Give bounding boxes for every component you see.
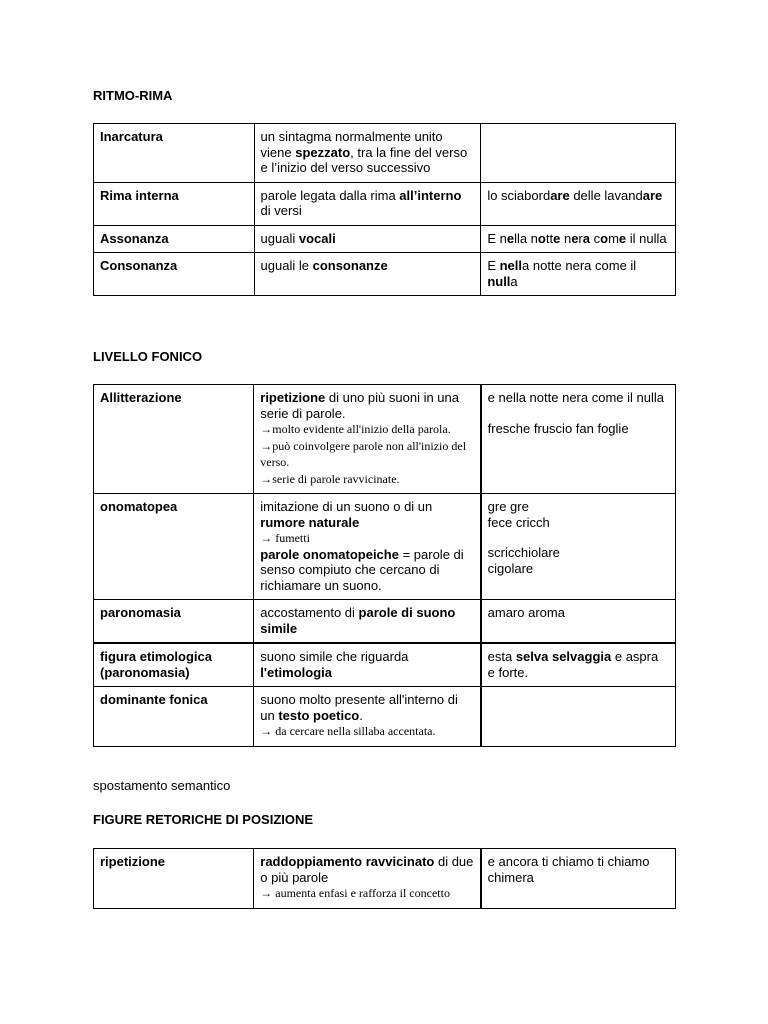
bold-text: are xyxy=(550,187,570,203)
text-run: m xyxy=(608,230,619,246)
section-heading-ritmo-rima: RITMO-RIMA xyxy=(93,88,173,103)
definition-cell xyxy=(254,253,481,296)
term-cell: figura etimologica (paronomasia) xyxy=(94,643,254,687)
arrow-note: →può coinvolgere parole non all'inizio del verso. xyxy=(260,438,467,469)
text-run: tt xyxy=(545,230,554,246)
text-run: uguali xyxy=(260,230,299,246)
text-run: a notte nera come il xyxy=(522,258,637,273)
bold-text: nell xyxy=(499,258,523,273)
table-row xyxy=(94,182,676,225)
term-cell: Rima interna xyxy=(94,182,255,225)
text-run: imitazione di un suono o di un xyxy=(260,499,433,514)
bold-text: raddoppiamento ravvicinato xyxy=(260,854,435,869)
definition-cell xyxy=(254,849,481,909)
definition-cell xyxy=(254,182,481,225)
text-run: il nulla xyxy=(626,230,667,246)
text-run: esta xyxy=(487,649,516,664)
bold-text: o xyxy=(537,230,546,246)
text-run: E xyxy=(487,258,500,273)
example-cell xyxy=(481,225,676,253)
text-run: di uno più suoni in una serie di parole. xyxy=(260,390,459,421)
table-row xyxy=(94,124,676,183)
example-cell xyxy=(481,600,676,644)
bold-text: testo poetico xyxy=(278,707,360,723)
spostamento-semantico-text: spostamento semantico xyxy=(93,778,231,793)
text-run: e aspra e forte. xyxy=(487,649,659,680)
table-row xyxy=(94,225,676,253)
ritmo-rima-table xyxy=(93,123,676,296)
text-run: e nella notte nera come il nulla xyxy=(487,390,664,405)
bold-text: a xyxy=(582,230,590,246)
bold-text: l'etimologia xyxy=(260,664,332,680)
definition-cell xyxy=(254,124,481,183)
bold-text: ripetizione xyxy=(260,390,326,405)
example-cell xyxy=(481,849,676,909)
text-run: a xyxy=(510,273,518,289)
definition-cell xyxy=(254,494,481,600)
text-run: un sintagma normalmente unito viene xyxy=(260,129,443,160)
bold-text: all’interno xyxy=(399,187,462,203)
text-run: di versi xyxy=(260,203,302,218)
example-cell xyxy=(481,494,676,600)
arrow-note: → aumenta enfasi e rafforza il concetto xyxy=(260,886,450,900)
bold-text: e xyxy=(506,230,515,246)
table-row xyxy=(94,253,676,296)
table-row xyxy=(94,385,676,494)
term-cell: Inarcatura xyxy=(94,124,255,183)
text-run: fresche fruscio fan foglie xyxy=(487,420,629,436)
text-run: delle lavand xyxy=(569,187,643,203)
bold-text: e xyxy=(618,230,627,246)
text-run: lla n xyxy=(514,230,538,246)
table-row xyxy=(94,600,676,644)
definition-cell xyxy=(254,687,481,747)
text-run: gre gre xyxy=(487,499,529,514)
line-gap xyxy=(488,406,669,421)
bold-text: o xyxy=(600,230,609,246)
text-run: scricchiolare xyxy=(487,545,560,560)
section-heading-livello-fonico: LIVELLO FONICO xyxy=(93,349,203,364)
bold-text: consonanze xyxy=(312,258,388,273)
example-cell xyxy=(481,182,676,225)
livello-fonico-table xyxy=(93,384,676,747)
definition-cell xyxy=(254,385,481,494)
table-row xyxy=(94,849,676,909)
text-run: r xyxy=(578,230,583,246)
text-run: e ancora ti chiamo ti chiamo chimera xyxy=(487,854,650,885)
text-run: c xyxy=(590,230,601,246)
example-cell xyxy=(481,385,676,494)
term-cell: dominante fonica xyxy=(94,687,254,747)
text-run: E n xyxy=(487,230,507,246)
term-cell: ripetizione xyxy=(94,849,254,909)
text-run: di due o più parole xyxy=(260,854,474,885)
arrow-note: →molto evidente all'inizio della parola. xyxy=(260,422,451,436)
text-run: amaro aroma xyxy=(487,605,565,620)
text-run: . xyxy=(359,707,363,723)
bold-text: null xyxy=(487,273,511,289)
term-cell: onomatopea xyxy=(94,494,254,600)
table-row xyxy=(94,687,676,747)
text-run: suono molto presente all'interno di un xyxy=(260,692,458,723)
example-cell xyxy=(481,687,676,747)
text-run: cigolare xyxy=(487,560,534,576)
bold-text: e xyxy=(553,230,561,246)
arrow-note: → fumetti xyxy=(260,531,310,545)
text-run: = parole di senso compiuto che cercano di richiamare un suono. xyxy=(260,546,464,593)
bold-text: selva selvaggia xyxy=(515,649,612,664)
arrow-note: → da cercare nella sillaba accentata. xyxy=(260,724,436,738)
definition-cell xyxy=(254,643,481,687)
bold-text: parole di suono simile xyxy=(260,605,456,636)
definition-cell xyxy=(254,600,481,644)
arrow-note: →serie di parole ravvicinate. xyxy=(260,471,400,486)
example-cell xyxy=(481,124,676,183)
bold-text: spezzato xyxy=(295,144,351,160)
bold-text: are xyxy=(642,187,663,203)
text-run: parole legata dalla rima xyxy=(260,187,400,203)
term-cell: Allitterazione xyxy=(94,385,254,494)
example-cell xyxy=(481,253,676,296)
text-run: uguali le xyxy=(260,258,313,273)
bold-text: rumore naturale xyxy=(260,514,360,530)
figure-posizione-table xyxy=(93,848,676,909)
bold-text: parole onomatopeiche xyxy=(260,546,399,562)
text-run: accostamento di xyxy=(260,605,359,620)
term-cell: paronomasia xyxy=(94,600,254,644)
text-run: n xyxy=(560,230,572,246)
term-cell: Consonanza xyxy=(94,253,255,296)
definition-cell xyxy=(254,225,481,253)
example-cell xyxy=(481,643,676,687)
section-heading-figure-posizione: FIGURE RETORICHE DI POSIZIONE xyxy=(93,812,314,827)
bold-text: vocali xyxy=(298,230,336,246)
text-run: lo sciabord xyxy=(487,187,551,203)
line-gap xyxy=(488,530,669,545)
table-row xyxy=(94,494,676,600)
term-cell: Assonanza xyxy=(94,225,255,253)
text-run: fece cricch xyxy=(487,514,550,530)
text-run: suono simile che riguarda xyxy=(260,649,409,664)
table-row xyxy=(94,643,676,687)
bold-text: e xyxy=(571,230,579,246)
text-run: , tra la fine del verso e l’inizio del verso successivo xyxy=(260,144,468,175)
